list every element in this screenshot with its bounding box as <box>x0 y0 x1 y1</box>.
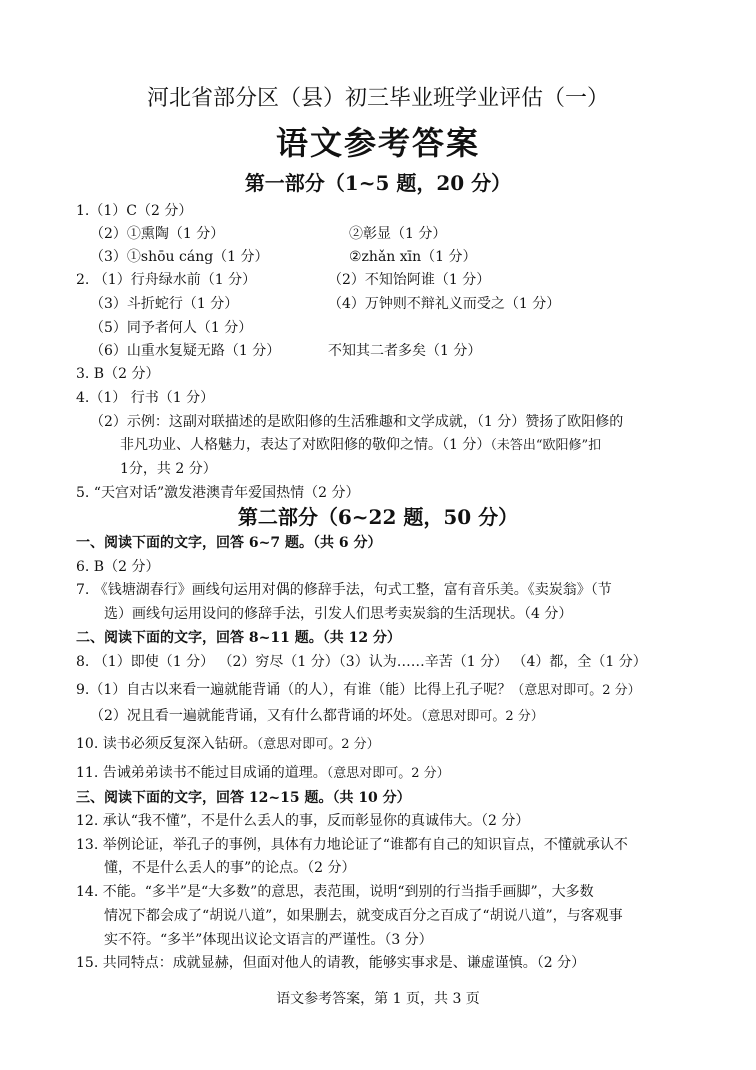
answer-line: （2）不知饴阿谁（1 分） <box>328 272 491 288</box>
section-heading: 二、阅读下面的文字，回答 8~11 题。（共 12 分） <box>76 630 401 646</box>
answer-line <box>120 436 601 455</box>
grading-note: （意思对即可。2 分） <box>256 737 380 752</box>
document-title: 河北省部分区（县）初三毕业班学业评估（一） <box>146 86 609 111</box>
section-heading: 一、阅读下面的文字，回答 6~7 题。（共 6 分） <box>76 535 382 551</box>
answer-text: 9.（1）自古以来看一遍就能背诵（的人），有谁（能）比得上孔子呢？ <box>76 682 512 698</box>
page-footer: 语文参考答案，第 1 页，共 3 页 <box>276 991 480 1007</box>
grading-note: （未答出“欧阳修”扣 <box>490 438 602 453</box>
answer-line <box>76 735 380 754</box>
answer-text: （2）况且看一遍就能背诵，又有什么都背诵的坏处。 <box>90 708 421 724</box>
answer-line: 12. 承认“我不懂”，不是什么丢人的事，反而彰显你的真诚伟大。（2 分） <box>76 813 530 829</box>
answer-line: （6）山重水复疑无路（1 分） <box>90 343 281 359</box>
answer-line: （4）万钟则不辩礼义而受之（1 分） <box>328 296 561 312</box>
grading-note: （意思对即可。2 分） <box>511 683 641 698</box>
answer-line: ②彰显（1 分） <box>349 226 447 242</box>
document-subtitle: 语文参考答案 <box>275 124 480 162</box>
answer-line: 5. “天宫对话”激发港澳青年爱国热情（2 分） <box>76 485 360 501</box>
answer-line <box>90 707 544 726</box>
answer-line: 1分，共 2 分） <box>120 461 217 477</box>
part1-title: 第一部分（1~5 题，20 分） <box>244 171 512 195</box>
answer-text: 10. 读书必须反复深入钻研。 <box>76 736 257 752</box>
answer-line <box>76 681 641 700</box>
answer-text: 11. 告诫弟弟读书不能过目成诵的道理。 <box>76 765 327 781</box>
answer-line: 14. 不能。“多半”是“大多数”的意思，表范围，说明“到别的行当指手画脚”，大多数 <box>76 884 594 900</box>
answer-line: 选）画线句运用设问的修辞手法，引发人们思考卖炭翁的生活现状。（4 分） <box>104 606 573 622</box>
answer-line: 实不符。“多半”体现出议论文语言的严谨性。（3 分） <box>104 932 433 948</box>
section-heading: 三、阅读下面的文字，回答 12~15 题。（共 10 分） <box>76 790 411 806</box>
answer-line: 6. B（2 分） <box>76 559 160 575</box>
answer-line: 懂，不是什么丢人的事”的论点。（2 分） <box>104 860 356 876</box>
answer-line: 7. 《钱塘湖春行》画线句运用对偶的修辞手法，句式工整，富有音乐美。《卖炭翁》（节 <box>76 582 612 598</box>
grading-note: （意思对即可。2 分） <box>326 766 450 781</box>
answer-line: 13. 举例论证，举孔子的事例，具体有力地论证了“谁都有自己的知识盲点，不懂就承认不 <box>76 837 628 853</box>
answer-line: 3. B（2 分） <box>76 366 160 382</box>
answer-line: 15. 共同特点：成就显赫，但面对他人的请教，能够实事求是、谦虚谨慎。（2 分） <box>76 955 586 971</box>
answer-line <box>76 764 450 783</box>
answer-text: 非凡功业、人格魅力，表达了对欧阳修的敬仰之情。（1 分） <box>120 437 491 453</box>
answer-line: 情况下都会成了“胡说八道”，如果删去，就变成百分之百成了“胡说八道”，与客观事 <box>104 908 623 924</box>
answer-line: （2）①熏陶（1 分） <box>90 226 225 242</box>
answer-line: （3）①shōu cáng（1 分） <box>90 249 269 265</box>
answer-line: 2. （1）行舟绿水前（1 分） <box>76 272 257 288</box>
part2-title: 第二部分（6~22 题，50 分） <box>237 505 519 529</box>
answer-line: （2）示例：这副对联描述的是欧阳修的生活雅趣和文学成就，（1 分）赞扬了欧阳修的 <box>90 414 624 430</box>
answer-line: （3）斗折蛇行（1 分） <box>90 296 239 312</box>
answer-line: 1.（1）C（2 分） <box>76 203 193 219</box>
answer-line: ②zhǎn xīn（1 分） <box>349 249 477 265</box>
grading-note: （意思对即可。2 分） <box>420 709 544 724</box>
answer-line: 8. （1）即使（1 分） （2）穷尽（1 分）（3）认为……辛苦（1 分） （4）都，全（1 分） <box>76 654 647 670</box>
answer-line: 不知其二者多矣（1 分） <box>328 343 482 359</box>
answer-line: （5）同予者何人（1 分） <box>90 320 253 336</box>
answer-line: 4.（1） 行书（1 分） <box>76 390 215 406</box>
